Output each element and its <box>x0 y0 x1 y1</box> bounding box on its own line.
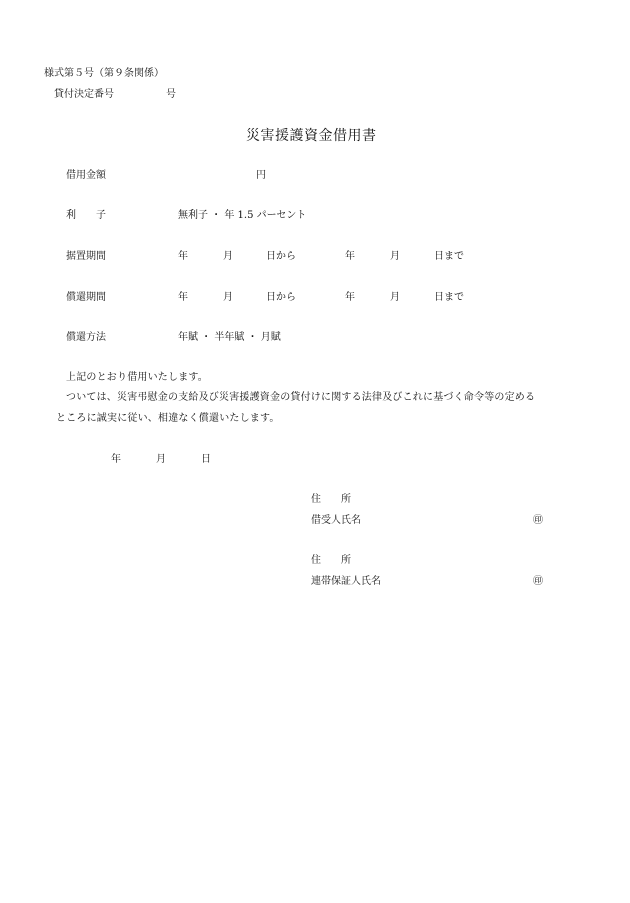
decision-number-label: 貸付決定番号 <box>54 89 114 100</box>
guarantor-seal-mark: ㊞ <box>533 576 543 587</box>
repayment-start-day: 日から <box>266 292 296 303</box>
repayment-start-month: 月 <box>223 292 233 303</box>
deferment-start-day: 日から <box>266 251 296 262</box>
statement-line-3: ところに誠実に従い、相違なく償還いたします。 <box>56 413 280 424</box>
interest-label: 利 子 <box>66 210 106 221</box>
date-year: 年 <box>111 454 121 465</box>
guarantor-name-label: 連帯保証人氏名 <box>311 576 381 587</box>
date-month: 月 <box>156 454 166 465</box>
statement-line-2: ついては、災害弔慰金の支給及び災害援護資金の貸付けに関する法律及びこれに基づく命令等の定める <box>66 392 536 403</box>
page-title: 災害援護資金借用書 <box>246 128 377 144</box>
repayment-period-label: 償還期間 <box>66 292 106 303</box>
amount-label: 借用金額 <box>66 170 106 181</box>
decision-number-suffix: 号 <box>166 89 176 100</box>
form-number: 様式第５号（第９条関係） <box>44 68 164 79</box>
deferment-period-label: 据置期間 <box>66 251 106 262</box>
deferment-end-year: 年 <box>345 251 355 262</box>
borrower-seal-mark: ㊞ <box>533 515 543 526</box>
repayment-start-year: 年 <box>178 292 188 303</box>
repayment-end-day: 日まで <box>434 292 464 303</box>
repayment-method-label: 償還方法 <box>66 332 106 343</box>
repayment-end-year: 年 <box>345 292 355 303</box>
borrower-name-label: 借受人氏名 <box>311 515 361 526</box>
interest-value: 無利子 ・ 年 1.5 パーセント <box>178 210 307 221</box>
deferment-end-day: 日まで <box>434 251 464 262</box>
repayment-method-value: 年賦 ・ 半年賦 ・ 月賦 <box>178 332 281 343</box>
borrower-address-label: 住 所 <box>311 494 351 505</box>
deferment-end-month: 月 <box>390 251 400 262</box>
guarantor-address-label: 住 所 <box>311 555 351 566</box>
statement-line-1: 上記のとおり借用いたします。 <box>66 372 208 383</box>
amount-unit: 円 <box>256 170 266 181</box>
repayment-end-month: 月 <box>390 292 400 303</box>
deferment-start-month: 月 <box>223 251 233 262</box>
date-day: 日 <box>201 454 211 465</box>
deferment-start-year: 年 <box>178 251 188 262</box>
